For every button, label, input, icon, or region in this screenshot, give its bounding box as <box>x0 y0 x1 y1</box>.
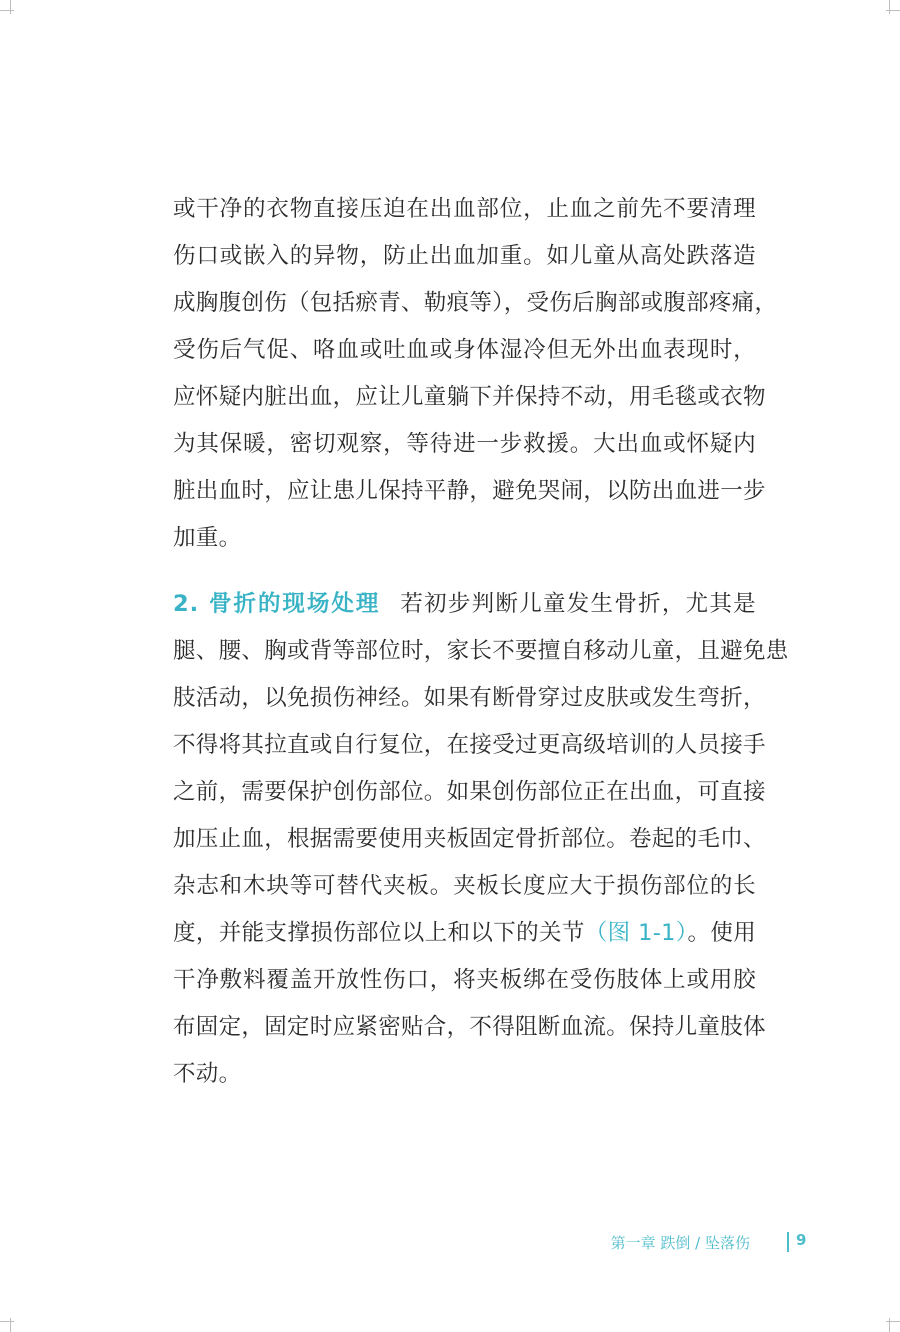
crop-line <box>10 0 11 14</box>
paragraph-bleeding <box>173 186 778 562</box>
text-line: 加压止血，根据需要使用夹板固定骨折部位。卷起的毛巾、 <box>173 826 766 852</box>
crop-line <box>889 1318 890 1332</box>
text-line: 不得将其拉直或自行复位，在接受过更高级培训的人员接手 <box>173 732 766 758</box>
text-segment: 若初步判断儿童发生骨折，尤其是 <box>400 591 756 617</box>
text-line: 或干净的衣物直接压迫在出血部位，止血之前先不要清理 <box>173 196 756 222</box>
text-line: 之前，需要保护创伤部位。如果创伤部位正在出血，可直接 <box>173 779 766 805</box>
crop-line <box>0 1321 14 1322</box>
section-heading: 2. 骨折的现场处理 <box>173 591 381 617</box>
text-line-with-heading <box>173 581 756 628</box>
chapter-title: 第一章 跌倒 / 坠落伤 <box>610 1234 750 1252</box>
text-line: 伤口或嵌入的异物，防止出血加重。如儿童从高处跌落造 <box>173 243 756 269</box>
text-line: 成胸腹创伤（包括瘀青、勒痕等），受伤后胸部或腹部疼痛， <box>173 290 778 316</box>
text-line: 受伤后气促、咯血或吐血或身体湿冷但无外出血表现时， <box>173 337 756 363</box>
text-line: 不动。 <box>173 1061 242 1087</box>
footer-divider <box>787 1232 789 1252</box>
text-line-with-figure-ref <box>173 910 756 957</box>
text-line: 为其保暖，密切观察，等待进一步救援。大出血或怀疑内 <box>173 431 756 457</box>
text-line: 干净敷料覆盖开放性伤口，将夹板绑在受伤肢体上或用胶 <box>173 967 756 993</box>
crop-line <box>10 1318 11 1332</box>
text-segment: 。使用 <box>687 920 756 946</box>
text-line: 布固定，固定时应紧密贴合，不得阻断血流。保持儿童肢体 <box>173 1014 766 1040</box>
figure-reference-link[interactable]: （图 1-1） <box>584 920 688 946</box>
text-line: 应怀疑内脏出血，应让儿童躺下并保持不动，用毛毯或衣物 <box>173 384 766 410</box>
paragraph-fracture <box>173 581 789 1098</box>
page-number: 9 <box>796 1231 807 1249</box>
text-line: 肢活动，以免损伤神经。如果有断骨穿过皮肤或发生弯折， <box>173 685 766 711</box>
crop-line <box>0 10 14 11</box>
page-footer <box>560 1228 810 1258</box>
text-segment: 度，并能支撑损伤部位以上和以下的关节 <box>173 920 585 946</box>
text-line: 加重。 <box>173 525 242 551</box>
crop-line <box>889 0 890 14</box>
text-line: 脏出血时，应让患儿保持平静，避免哭闹，以防出血进一步 <box>173 478 766 504</box>
text-line: 腿、腰、胸或背等部位时，家长不要擅自移动儿童，且避免患 <box>173 638 789 664</box>
text-line: 杂志和木块等可替代夹板。夹板长度应大于损伤部位的长 <box>173 873 756 899</box>
